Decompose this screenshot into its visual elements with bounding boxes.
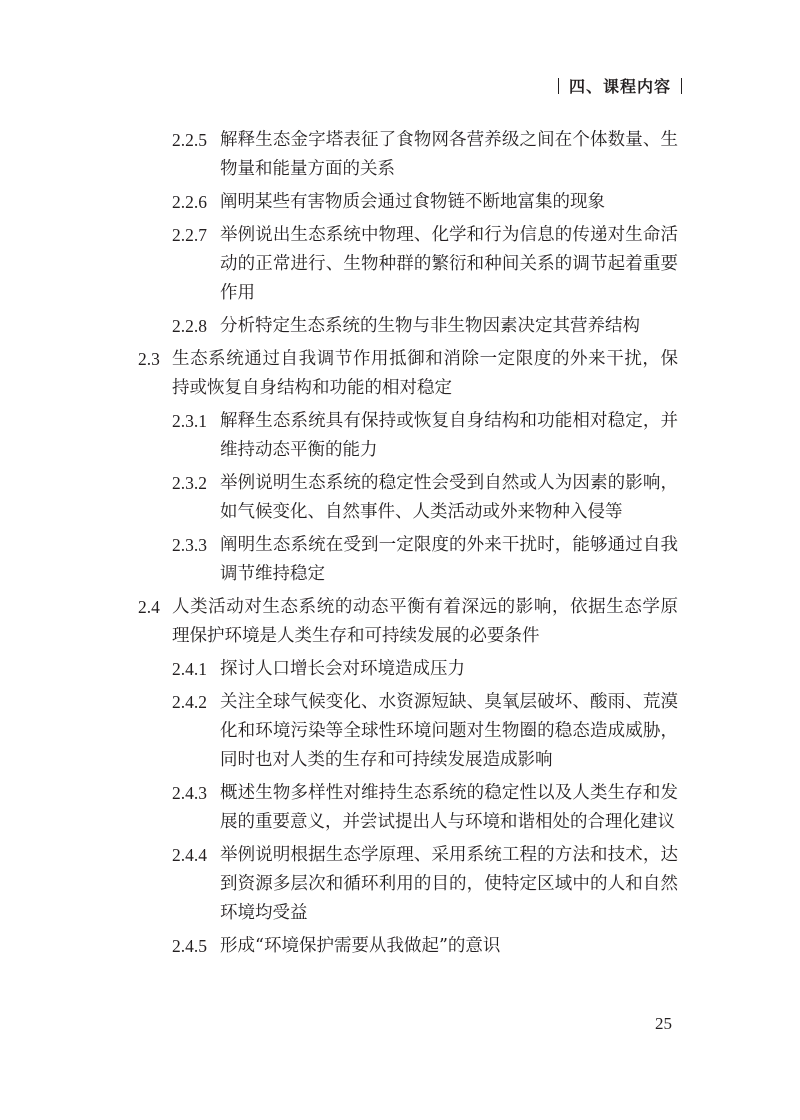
running-header xyxy=(558,74,682,97)
item-number: 2.3.1 xyxy=(172,411,207,431)
item-text: 形成“环境保护需要从我做起”的意识 xyxy=(220,936,501,956)
item-number: 2.2.8 xyxy=(172,316,207,336)
item-number: 2.4.2 xyxy=(172,692,207,712)
item-number: 2.2.6 xyxy=(172,192,207,212)
section-item xyxy=(0,593,678,651)
item-number: 2.4.3 xyxy=(172,783,207,803)
subsection-item xyxy=(0,221,678,308)
subsection-item xyxy=(0,841,678,928)
subsection-item xyxy=(0,779,678,837)
item-number: 2.3.2 xyxy=(172,473,207,493)
item-number: 2.4.1 xyxy=(172,659,207,679)
item-text: 概述生物多样性对维持生态系统的稳定性以及人类生存和发展的重要意义，并尝试提出人与环境和谐相处的合理化建议 xyxy=(220,783,678,832)
subsection-item xyxy=(0,655,678,684)
item-number: 2.4.4 xyxy=(172,845,207,865)
item-text: 举例说出生态系统中物理、化学和行为信息的传递对生命活动的正常进行、生物种群的繁衍和种间关系的调节起着重要作用 xyxy=(220,225,678,303)
section-item xyxy=(0,345,678,403)
header-bar-right xyxy=(681,78,682,94)
section-title: 四、课程内容 xyxy=(568,77,671,96)
item-text: 解释生态金字塔表征了食物网各营养级之间在个体数量、生物量和能量方面的关系 xyxy=(220,130,678,179)
item-text: 人类活动对生态系统的动态平衡有着深远的影响，依据生态学原理保护环境是人类生存和可持续发展的必要条件 xyxy=(172,597,678,646)
item-text: 阐明某些有害物质会通过食物链不断地富集的现象 xyxy=(220,192,605,212)
item-number: 2.3.3 xyxy=(172,535,207,555)
item-number: 2.4 xyxy=(138,597,160,617)
header-bar-left xyxy=(558,78,559,94)
subsection-item xyxy=(0,688,678,775)
item-number: 2.2.5 xyxy=(172,130,207,150)
item-text: 关注全球气候变化、水资源短缺、臭氧层破坏、酸雨、荒漠化和环境污染等全球性环境问题对生物圈的稳态造成威胁，同时也对人类的生存和可持续发展造成影响 xyxy=(220,692,678,770)
item-text: 生态系统通过自我调节作用抵御和消除一定限度的外来干扰，保持或恢复自身结构和功能的相对稳定 xyxy=(172,349,678,398)
subsection-item xyxy=(0,126,678,184)
subsection-item xyxy=(0,312,678,341)
subsection-item xyxy=(0,188,678,217)
item-number: 2.2.7 xyxy=(172,225,207,245)
subsection-item xyxy=(0,469,678,527)
subsection-item xyxy=(0,932,678,961)
page-number: 25 xyxy=(655,1014,672,1033)
item-text: 探讨人口增长会对环境造成压力 xyxy=(220,659,465,679)
item-text: 分析特定生态系统的生物与非生物因素决定其营养结构 xyxy=(220,316,640,336)
item-text: 举例说明根据生态学原理、采用系统工程的方法和技术，达到资源多层次和循环利用的目的，使特定区域中的人和自然环境均受益 xyxy=(220,845,678,923)
item-number: 2.4.5 xyxy=(172,936,207,956)
item-number: 2.3 xyxy=(138,349,160,369)
curriculum-list xyxy=(0,126,800,965)
subsection-item xyxy=(0,407,678,465)
item-text: 举例说明生态系统的稳定性会受到自然或人为因素的影响，如气候变化、自然事件、人类活动或外来物种入侵等 xyxy=(220,473,678,522)
item-text: 阐明生态系统在受到一定限度的外来干扰时，能够通过自我调节维持稳定 xyxy=(220,535,678,584)
item-text: 解释生态系统具有保持或恢复自身结构和功能相对稳定，并维持动态平衡的能力 xyxy=(220,411,678,460)
subsection-item xyxy=(0,531,678,589)
